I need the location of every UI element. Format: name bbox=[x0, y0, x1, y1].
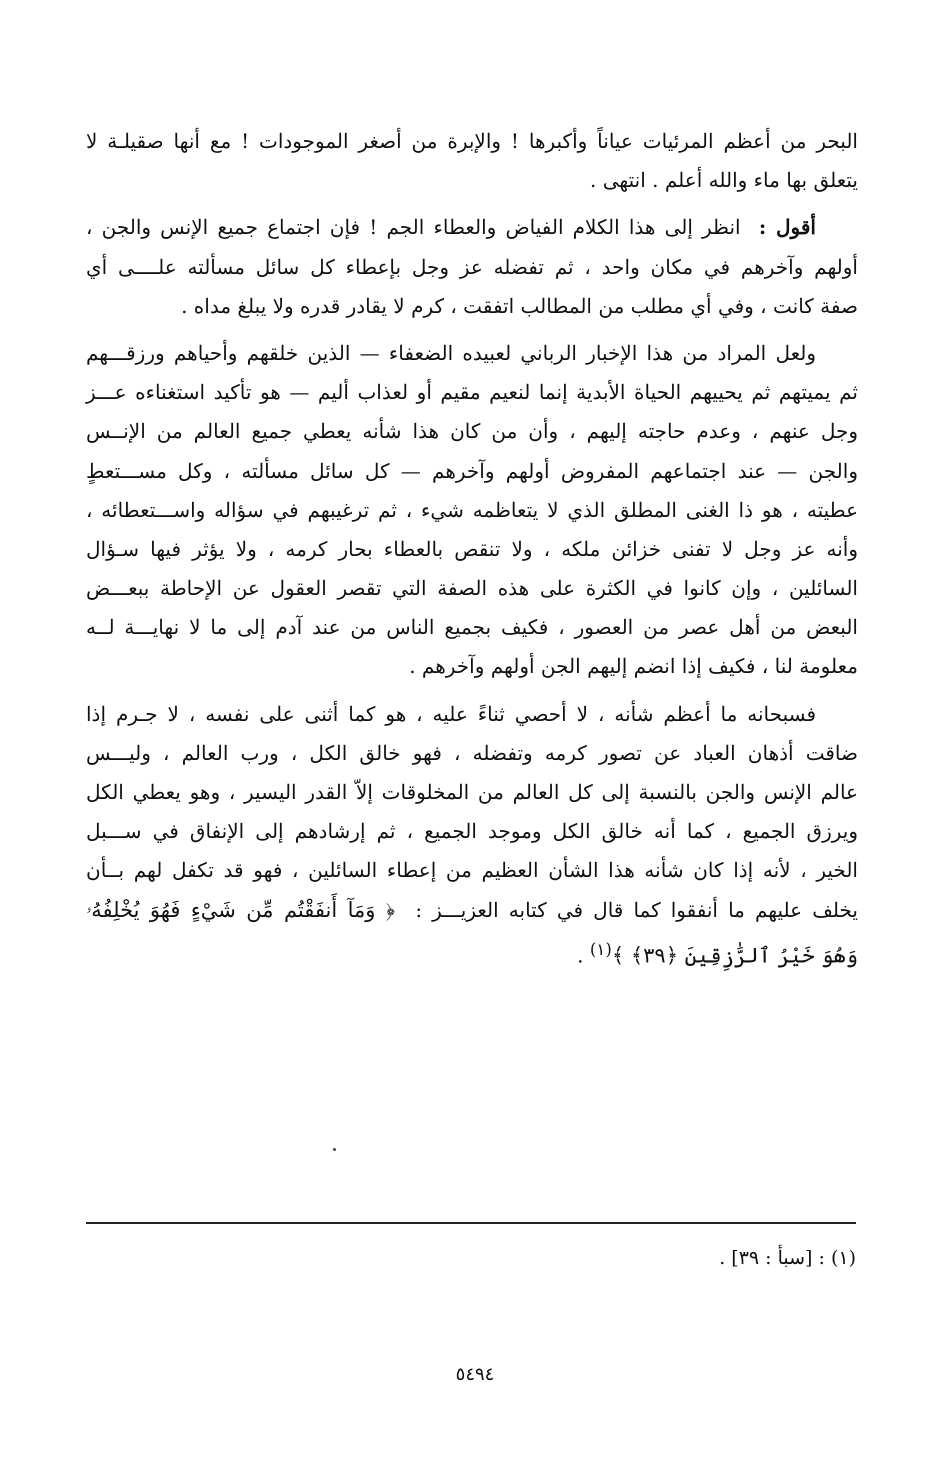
text-line: والجن — عند اجتماعهم المفروض أولهم وآخرهم — كل سائل مسألته ، وكل مســـتعطٍ bbox=[86, 458, 858, 483]
footnote-reference: (١) bbox=[589, 939, 612, 959]
text-line bbox=[86, 930, 858, 969]
text-run: انظر إلى هذا الكلام الفياض والعطاء الجم ! فإن اجتماع جميع الإنس والجن ، bbox=[86, 215, 741, 240]
text-line: البعض من أهل عصر من العصور ، فكيف بجميع الناس من عند آدم إلى ما لا نهايـــة لــه bbox=[86, 615, 858, 640]
text-line: ضاقت أذهان العباد عن تصور كرمه وتفضله ، فهو خالق الكل ، ورب العالم ، وليـــس bbox=[86, 740, 858, 765]
lead-word: أقول : bbox=[758, 215, 816, 240]
main-text bbox=[86, 122, 858, 969]
quran-verse-start: ﴿ وَمَآ أَنفَقْتُم مِّن شَيْءٍ فَهُوَ يُخْلِفُهُۥ bbox=[86, 897, 396, 922]
text-line: البحر من أعظم المرئيات عياناً وأكبرها ! والإبرة من أصغر الموجودات ! مع أنها صقيلـة لا bbox=[86, 129, 858, 153]
quran-verse-end: وَهُوَ خَيْرُ ٱلرَّٰزِقِينَ ﴿٣٩﴾ ﴾ bbox=[611, 943, 858, 968]
text-line: صفة كانت ، وفي أي مطلب من المطالب اتفقت ، كرم لا يقادر قدره ولا يبلغ مداه . bbox=[181, 293, 858, 318]
paragraph-2 bbox=[86, 208, 858, 326]
footnote bbox=[86, 1244, 856, 1272]
text-line: ولعل المراد من هذا الإخبار الرباني لعبيده الضعفاء — الذين خلقهم وأحياهم ورزقـــهم bbox=[86, 340, 816, 365]
footnote-marker: (١) : bbox=[818, 1247, 856, 1269]
paragraph-3 bbox=[86, 334, 858, 687]
text-line: عطيته ، هو ذا الغنى المطلق الذي لا يتعاظمه شيء ، ثم ترغيبهم في سؤاله واســـتعطائه ، bbox=[86, 497, 858, 522]
footnote-divider bbox=[86, 1222, 856, 1224]
text-line: فسبحانه ما أعظم شأنه ، لا أحصي ثناءً عليه ، هو كما أثنى على نفسه ، لا جـرم إذا bbox=[86, 701, 816, 726]
footnote-text: [سبأ : ٣٩] . bbox=[719, 1247, 813, 1269]
text-line: الخير ، لأنه إذا كان شأنه هذا الشأن العظيم من إعطاء السائلين ، فهو قد تكفل لهم بــأن bbox=[86, 858, 858, 883]
text-run: . bbox=[577, 943, 590, 968]
text-line: وأنه عز وجل لا تفنى خزائن ملكه ، ولا تنقص بالعطاء بحار كرمه ، ولا يؤثر فيها سـؤال bbox=[86, 536, 858, 561]
text-line: ثم يميتهم ثم يحييهم الحياة الأبدية إنما لنعيم مقيم أو لعذاب أليم — هو تأكيد استغناءه عـــز bbox=[86, 380, 858, 405]
page-number: ٥٤٩٤ bbox=[455, 1364, 495, 1385]
text-line: معلومة لنا ، فكيف إذا انضم إليهم الجن أولهم وآخرهم . bbox=[409, 654, 858, 679]
text-line bbox=[86, 891, 858, 930]
paragraph-4 bbox=[86, 695, 858, 969]
paragraph-1 bbox=[86, 122, 858, 200]
text-line: وجل عنهم ، وعدم حاجته إليهم ، وأن من كان هذا شأنه يعطي جميع العالم من الإنــس bbox=[86, 419, 858, 444]
text-line: عالم الإنس والجن بالنسبة إلى كل العالم من المخلوقات إلاّ القدر اليسير ، وهو يعطي الكل bbox=[86, 780, 858, 804]
text-line bbox=[86, 208, 858, 247]
text-line: يتعلق بها ماء والله أعلم . انتهى . bbox=[590, 168, 858, 193]
speck-mark bbox=[333, 1148, 336, 1151]
text-run: يخلف عليهم ما أنفقوا كما قال في كتابه العزيـــز : bbox=[415, 897, 859, 922]
text-line: أولهم وآخرهم في مكان واحد ، ثم تفضله عز وجل بإعطاء كل سائل مسألته علــــى أي bbox=[86, 254, 858, 279]
text-line: ويرزق الجميع ، كما أنه خالق الكل وموجد الجميع ، ثم إرشادهم إلى الإنفاق في ســـبل bbox=[86, 819, 858, 844]
text-line: السائلين ، وإن كانوا في الكثرة على هذه الصفة التي تقصر العقول عن الإحاطة ببعـــض bbox=[86, 576, 858, 601]
